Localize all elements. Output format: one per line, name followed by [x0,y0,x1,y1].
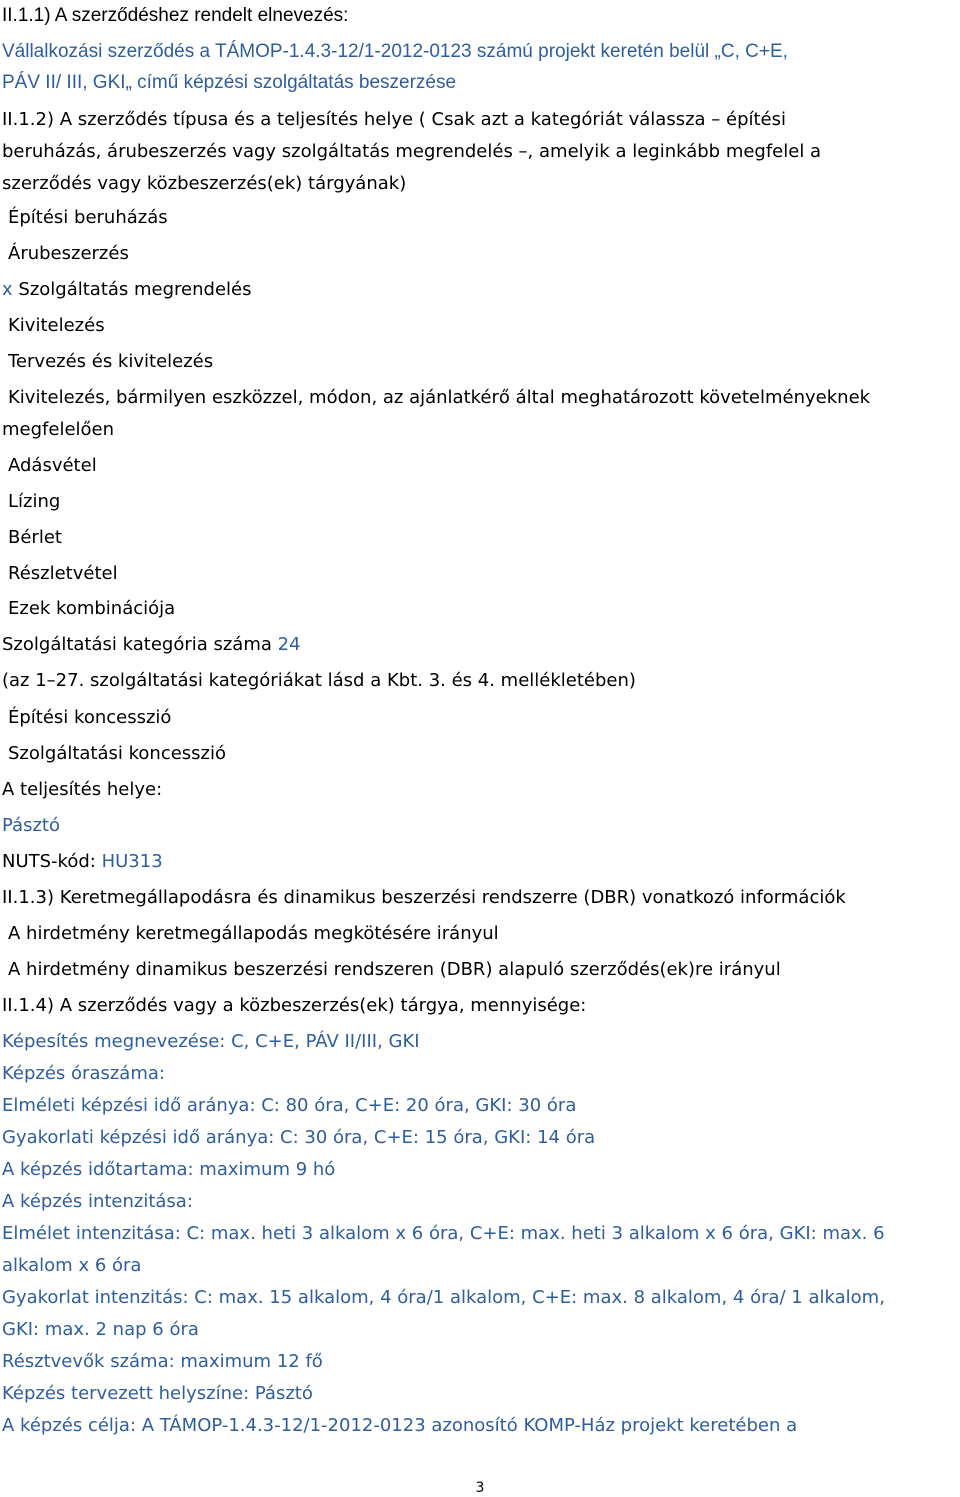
option-arubeszerzes: Árubeszerzés [8,243,129,264]
service-category-note: (az 1–27. szolgáltatási kategóriákat lásd a Kbt. 3. és 4. mellékletében) [2,670,636,691]
option-szolgaltatasi-koncesszio: Szolgáltatási koncesszió [8,743,227,764]
section-heading-ii-1-1: II.1.1) A szerződéshez rendelt elnevezés: [2,5,349,26]
contract-name-line-1: Vállalkozási szerződés a TÁMOP-1.4.3-12/1-2012-0123 számú projekt keretén belül „C, C+E, [2,41,788,62]
service-category-row [2,634,301,656]
option-tervezes-es-kivitelezes: Tervezés és kivitelezés [8,351,214,372]
service-category-value: 24 [277,634,301,655]
section-heading-ii-1-2-line-3: szerződés vagy közbeszerzés(ek) tárgyának) [2,173,407,194]
subject-line-5: A képzés időtartama: maximum 9 hó [2,1159,336,1180]
section-heading-ii-1-3: II.1.3) Keretmegállapodásra és dinamikus beszerzési rendszerre (DBR) vonatkozó információk [2,887,846,908]
subject-line-12: Képzés tervezett helyszíne: Pásztó [2,1383,313,1404]
subject-line-11: Résztvevők száma: maximum 12 fő [2,1351,323,1372]
service-category-label: Szolgáltatási kategória száma [2,634,272,655]
performance-place-value: Pásztó [2,815,60,836]
option-berlet: Bérlet [8,527,62,548]
option-kombinacio: Ezek kombinációja [8,598,176,619]
option-epitesi-beruhazas: Építési beruházás [8,207,168,228]
page-number: 3 [475,1480,485,1496]
option-kivitelezes-eszkozzel-line-2: megfelelően [2,419,115,440]
section-heading-ii-1-4: II.1.4) A szerződés vagy a közbeszerzés(ek) tárgya, mennyisége: [2,995,587,1016]
option-keretmegallapodas: A hirdetmény keretmegállapodás megkötésére irányul [8,923,499,944]
subject-line-13: A képzés célja: A TÁMOP-1.4.3-12/1-2012-0123 azonosító KOMP-Ház projekt keretében a [2,1415,798,1436]
subject-line-9: Gyakorlat intenzitás: C: max. 15 alkalom, 4 óra/1 alkalom, C+E: max. 8 alkalom, 4 óra/ 1 alkalom, [2,1287,885,1308]
option-kivitelezes-eszkozzel-line-1: Kivitelezés, bármilyen eszközzel, módon, az ajánlatkérő által meghatározott követelményeknek [8,387,871,408]
option-dbr: A hirdetmény dinamikus beszerzési rendszeren (DBR) alapuló szerződés(ek)re irányul [8,959,781,980]
subject-line-10: GKI: max. 2 nap 6 óra [2,1319,199,1340]
selected-check-mark: x [2,279,13,300]
option-kivitelezes: Kivitelezés [8,315,105,336]
option-szolgaltatas-megrendeles: Szolgáltatás megrendelés [18,279,252,300]
option-lizing: Lízing [8,491,61,512]
nuts-code-row [2,851,163,873]
subject-line-7: Elmélet intenzitása: C: max. heti 3 alkalom x 6 óra, C+E: max. heti 3 alkalom x 6 óra, GKI: max. 6 [2,1223,885,1244]
subject-line-2: Képzés óraszáma: [2,1063,165,1084]
subject-line-3: Elméleti képzési idő aránya: C: 80 óra, C+E: 20 óra, GKI: 30 óra [2,1095,577,1116]
nuts-code-value: HU313 [101,851,163,872]
subject-line-4: Gyakorlati képzési idő aránya: C: 30 óra, C+E: 15 óra, GKI: 14 óra [2,1127,596,1148]
subject-line-6: A képzés intenzitása: [2,1191,193,1212]
option-epitesi-koncesszio: Építési koncesszió [8,707,172,728]
performance-place-label: A teljesítés helye: [2,779,163,800]
subject-line-8: alkalom x 6 óra [2,1255,142,1276]
nuts-code-label: NUTS-kód: [2,851,96,872]
section-heading-ii-1-2-line-1: II.1.2) A szerződés típusa és a teljesítés helye ( Csak azt a kategóriát válassza – építési [2,109,787,130]
option-adasvetel: Adásvétel [8,455,97,476]
section-heading-ii-1-2-line-2: beruházás, árubeszerzés vagy szolgáltatás megrendelés –, amelyik a leginkább megfelel a [2,141,822,162]
option-reszletvetel: Részletvétel [8,563,118,584]
subject-line-1: Képesítés megnevezése: C, C+E, PÁV II/III, GKI [2,1031,420,1052]
option-szolgaltatas-row [2,279,252,301]
contract-name-line-2: PÁV II/ III, GKI„ című képzési szolgáltatás beszerzése [2,72,457,93]
